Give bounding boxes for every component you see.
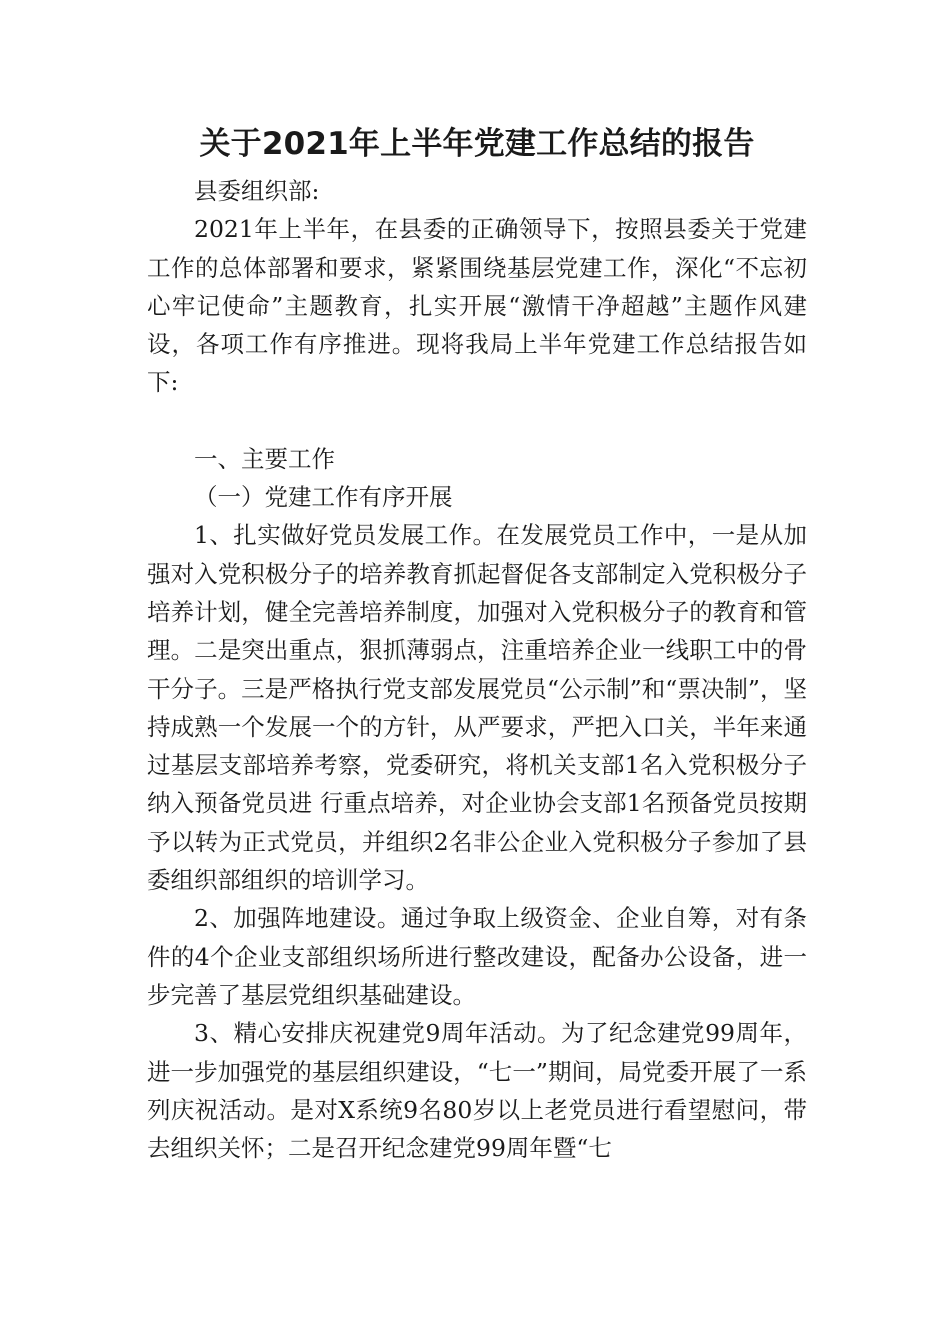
paragraph-item-2: 2、加强阵地建设。通过争取上级资金、企业自筹，对有条件的4个企业支部组织场所进行整改建设，配备办公设备，进一步完善了基层党组织基础建设。 — [147, 904, 807, 1009]
section-heading: 一、主要工作 — [194, 444, 335, 473]
subsection-heading: （一）党建工作有序开展 — [194, 483, 453, 512]
paragraph-item-1: 1、扎实做好党员发展工作。在发展党员工作中，一是从加强对入党积极分子的培养教育抓起督促各支部制定入党积极分子培养计划，健全完善培养制度，加强对入党积极分子的教育和管理。二是突出重点，狠抓薄弱点，注重培养企业一线职工中的骨干分子。三是严格执行党支部发展党员“公示制”和“票决制”，坚持成熟一个发展一个的方针，从严要求，严把入口关，半年来通过基层支部培养考察，党委研究，将机关支部1名入党积极分子纳入预备党员进 行重点培养，对企业协会支部1名预备党员按期予以转为正式党员，并组织2名非公企业入党积极分子参加了县委组织部组织的培训学习。 — [147, 521, 807, 895]
document-page — [147, 118, 807, 1167]
salutation: 县委组织部: — [194, 177, 320, 205]
paragraph-item-3: 3、精心安排庆祝建党9周年活动。为了纪念建党99周年，进一步加强党的基层组织建设，“七一”期间，局党委开展了一系列庆祝活动。是对X系统9名80岁以上老党员进行看望慰问，带去组织关怀；二是召开纪念建党99周年暨“七 — [147, 1019, 807, 1163]
blank-line — [147, 402, 807, 440]
document-title: 关于2021年上半年党建工作总结的报告 — [199, 126, 755, 162]
intro-paragraph: 2021年上半年，在县委的正确领导下，按照县委关于党建工作的总体部署和要求，紧紧围绕基层党建工作，深化“不忘初心牢记使命”主题教育，扎实开展“激情干净超越”主题作风建设，各项工作有序推进。现将我局上半年党建工作总结报告如下: — [147, 215, 807, 397]
